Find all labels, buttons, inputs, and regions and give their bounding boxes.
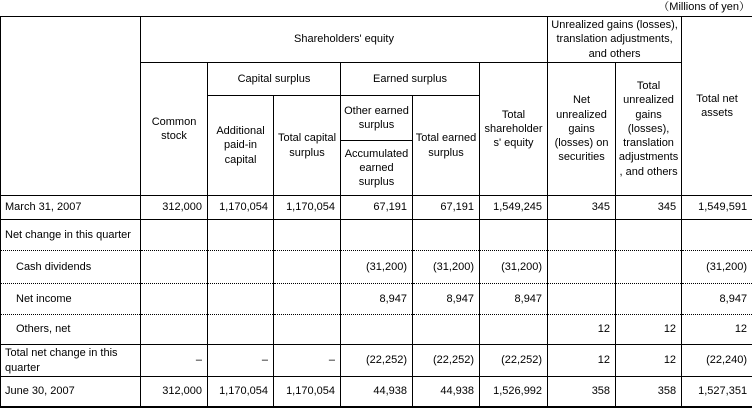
value-cell: 12 (616, 315, 682, 345)
value-cell: 345 (616, 196, 682, 220)
header-shareholders-equity: Shareholders' equity (141, 17, 548, 63)
value-cell: (22,252) (413, 345, 480, 377)
row-label: Net change in this quarter (1, 220, 141, 251)
value-cell (274, 251, 341, 284)
value-cell: (22,252) (480, 345, 548, 377)
value-cell: 8,947 (480, 284, 548, 315)
value-cell (274, 284, 341, 315)
header-total-net-assets: Total net assets (682, 17, 752, 196)
value-cell: 312,000 (141, 377, 208, 407)
value-cell (616, 251, 682, 284)
value-cell: 1,170,054 (274, 377, 341, 407)
value-cell: 345 (548, 196, 616, 220)
value-cell: 12 (548, 345, 616, 377)
table-row-net-change-header (1, 220, 752, 251)
value-cell: 358 (616, 377, 682, 407)
value-cell: 1,549,591 (682, 196, 752, 220)
value-cell: 12 (548, 315, 616, 345)
value-cell (413, 315, 480, 345)
value-cell (141, 315, 208, 345)
value-cell (208, 284, 274, 315)
value-cell: – (141, 345, 208, 377)
value-cell (480, 315, 548, 345)
row-label: Net income (1, 284, 141, 315)
value-cell (208, 220, 274, 251)
header-capital-surplus: Capital surplus (208, 63, 341, 96)
header-unrealized-group: Unrealized gains (losses), translation adjustments, and others (548, 17, 682, 63)
value-cell: (22,252) (341, 345, 413, 377)
table-row-cash-dividends (1, 251, 752, 284)
value-cell (616, 284, 682, 315)
value-cell: – (208, 345, 274, 377)
header-additional-paid-in-capital: Additional paid-in capital (208, 96, 274, 196)
value-cell: 8,947 (682, 284, 752, 315)
value-cell: 12 (682, 315, 752, 345)
value-cell: 312,000 (141, 196, 208, 220)
changes-in-net-assets-table (0, 16, 752, 408)
header-net-unrealized-gains: Net unrealized gains (losses) on securities (548, 63, 616, 196)
value-cell: 1,527,351 (682, 377, 752, 407)
value-cell: 1,170,054 (274, 196, 341, 220)
corner-header-cell (1, 17, 141, 196)
header-other-earned-surplus: Other earned surplus (341, 96, 413, 141)
value-cell (208, 315, 274, 345)
value-cell: 67,191 (341, 196, 413, 220)
row-label: June 30, 2007 (1, 377, 141, 407)
value-cell (341, 220, 413, 251)
value-cell (341, 315, 413, 345)
value-cell (548, 251, 616, 284)
value-cell (480, 220, 548, 251)
value-cell (141, 220, 208, 251)
unit-note: （Millions of yen） (658, 1, 750, 13)
header-accumulated-earned-surplus: Accumulated earned surplus (341, 141, 413, 196)
value-cell (548, 220, 616, 251)
table-row-others-net (1, 315, 752, 345)
header-total-capital-surplus: Total capital surplus (274, 96, 341, 196)
value-cell: 1,170,054 (208, 196, 274, 220)
row-label: Cash dividends (1, 251, 141, 284)
value-cell: 44,938 (413, 377, 480, 407)
header-total-unrealized-gains: Total unrealized gains (losses), translation adjustments, and others (616, 63, 682, 196)
value-cell: 1,170,054 (208, 377, 274, 407)
table-row-total-net-change (1, 345, 752, 377)
header-total-shareholders-equity: Total shareholders' equity (480, 63, 548, 196)
value-cell: 8,947 (413, 284, 480, 315)
header-total-earned-surplus: Total earned surplus (413, 96, 480, 196)
table-row-june-30-2007 (1, 377, 752, 407)
value-cell: 44,938 (341, 377, 413, 407)
value-cell: (31,200) (341, 251, 413, 284)
value-cell: 1,526,992 (480, 377, 548, 407)
value-cell: 358 (548, 377, 616, 407)
value-cell: 67,191 (413, 196, 480, 220)
value-cell (141, 284, 208, 315)
value-cell (141, 251, 208, 284)
header-earned-surplus: Earned surplus (341, 63, 480, 96)
value-cell (548, 284, 616, 315)
value-cell: 8,947 (341, 284, 413, 315)
value-cell (208, 251, 274, 284)
row-label: Total net change in this quarter (1, 345, 141, 377)
value-cell: (31,200) (480, 251, 548, 284)
value-cell: (31,200) (413, 251, 480, 284)
table-row-net-income (1, 284, 752, 315)
value-cell: 12 (616, 345, 682, 377)
value-cell (413, 220, 480, 251)
value-cell: (22,240) (682, 345, 752, 377)
value-cell: – (274, 345, 341, 377)
value-cell (682, 220, 752, 251)
row-label: March 31, 2007 (1, 196, 141, 220)
table-row-march-31-2007 (1, 196, 752, 220)
header-common-stock: Common stock (141, 63, 208, 196)
value-cell: 1,549,245 (480, 196, 548, 220)
value-cell (274, 220, 341, 251)
value-cell (616, 220, 682, 251)
value-cell (274, 315, 341, 345)
value-cell: (31,200) (682, 251, 752, 284)
row-label: Others, net (1, 315, 141, 345)
